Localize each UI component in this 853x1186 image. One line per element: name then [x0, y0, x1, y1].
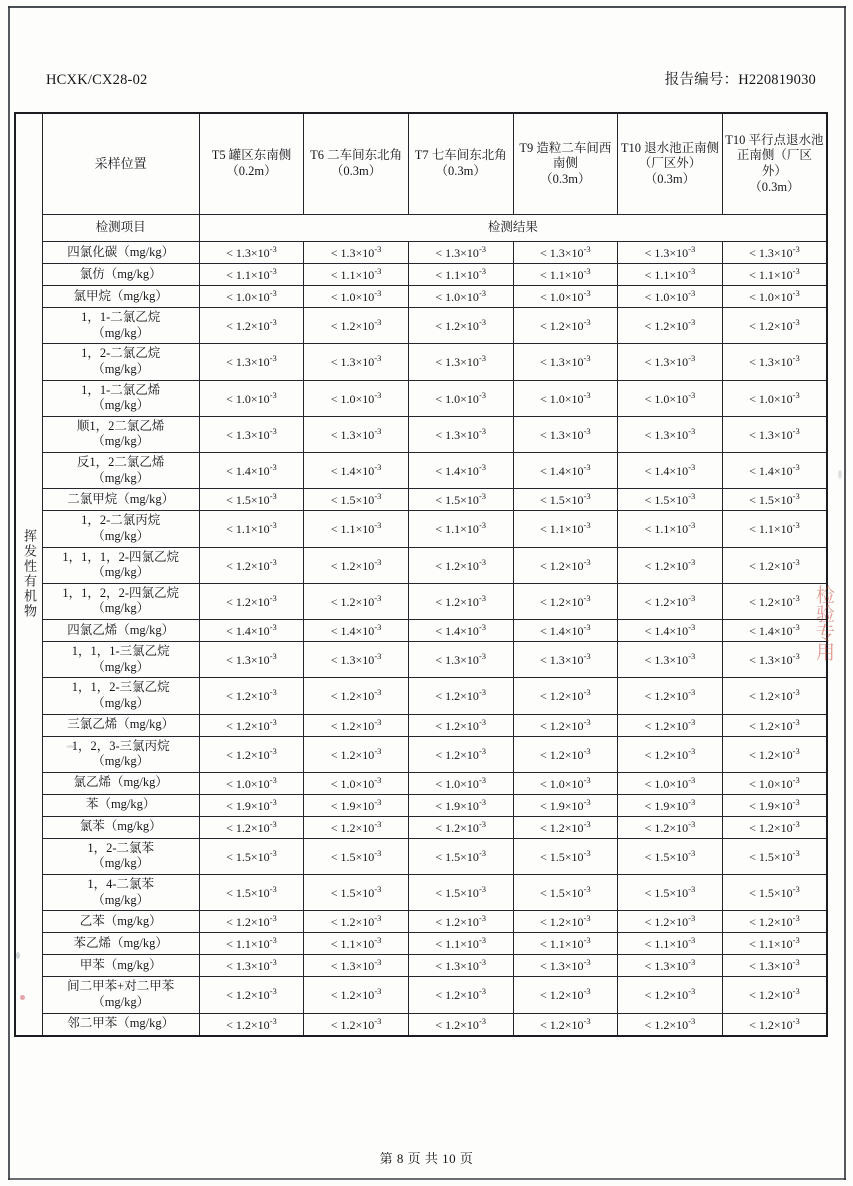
table-row	[15, 714, 827, 736]
group-label-text: 挥发性有机物	[21, 529, 37, 620]
result-cell-r15-c3: < $1.2\times 10^{-3}$	[408, 678, 513, 714]
table-row	[15, 816, 827, 838]
result-cell-r25-c1: < $1.3\times 10^{-3}$	[199, 955, 304, 977]
item-name-cell: 氯乙烯（mg/kg）	[42, 772, 199, 794]
result-cell-r10-c4: < $1.1\times 10^{-3}$	[513, 511, 618, 547]
result-cell-r13-c1: < $1.4\times 10^{-3}$	[199, 620, 304, 642]
item-name-cell: 氯甲烷（mg/kg）	[42, 286, 199, 308]
result-cell-r25-c6: < $1.3\times 10^{-3}$	[722, 955, 827, 977]
result-cell-r25-c4: < $1.3\times 10^{-3}$	[513, 955, 618, 977]
result-cell-r24-c3: < $1.1\times 10^{-3}$	[408, 933, 513, 955]
result-cell-r14-c1: < $1.3\times 10^{-3}$	[199, 642, 304, 678]
result-cell-r17-c3: < $1.2\times 10^{-3}$	[408, 736, 513, 772]
result-cell-r9-c5: < $1.5\times 10^{-3}$	[618, 489, 723, 511]
result-cell-r25-c5: < $1.3\times 10^{-3}$	[618, 955, 723, 977]
result-cell-r17-c2: < $1.2\times 10^{-3}$	[304, 736, 409, 772]
result-cell-r15-c6: < $1.2\times 10^{-3}$	[722, 678, 827, 714]
table-row	[15, 772, 827, 794]
result-cell-r7-c5: < $1.3\times 10^{-3}$	[618, 416, 723, 452]
result-cell-r6-c2: < $1.0\times 10^{-3}$	[304, 380, 409, 416]
result-cell-r6-c1: < $1.0\times 10^{-3}$	[199, 380, 304, 416]
result-cell-r10-c5: < $1.1\times 10^{-3}$	[618, 511, 723, 547]
item-name-cell: 1，4-二氯苯 （mg/kg）	[42, 875, 199, 911]
result-cell-r14-c3: < $1.3\times 10^{-3}$	[408, 642, 513, 678]
result-cell-r14-c5: < $1.3\times 10^{-3}$	[618, 642, 723, 678]
table-subheader-row	[15, 215, 827, 242]
result-cell-r5-c1: < $1.3\times 10^{-3}$	[199, 344, 304, 380]
page-header	[46, 68, 816, 89]
site-header-2: T6 二车间东北角 （0.3m）	[304, 113, 409, 215]
item-name-cell: 1，1，1，2-四氯乙烷 （mg/kg）	[42, 547, 199, 583]
table-row	[15, 933, 827, 955]
table-row	[15, 489, 827, 511]
result-cell-r20-c3: < $1.2\times 10^{-3}$	[408, 816, 513, 838]
result-cell-r6-c3: < $1.0\times 10^{-3}$	[408, 380, 513, 416]
result-cell-r12-c2: < $1.2\times 10^{-3}$	[304, 583, 409, 619]
result-cell-r14-c2: < $1.3\times 10^{-3}$	[304, 642, 409, 678]
result-cell-r26-c2: < $1.2\times 10^{-3}$	[304, 977, 409, 1013]
page-number-text: 第 8 页 共 10 页	[379, 1151, 474, 1166]
result-cell-r17-c5: < $1.2\times 10^{-3}$	[618, 736, 723, 772]
result-cell-r20-c4: < $1.2\times 10^{-3}$	[513, 816, 618, 838]
table-row	[15, 453, 827, 489]
result-cell-r11-c2: < $1.2\times 10^{-3}$	[304, 547, 409, 583]
result-cell-r3-c5: < $1.0\times 10^{-3}$	[618, 286, 723, 308]
table-row	[15, 286, 827, 308]
result-cell-r7-c3: < $1.3\times 10^{-3}$	[408, 416, 513, 452]
item-name-cell: 1，1-二氯乙烷 （mg/kg）	[42, 308, 199, 344]
result-cell-r21-c4: < $1.5\times 10^{-3}$	[513, 838, 618, 874]
page-border-left	[8, 6, 10, 1180]
result-cell-r2-c2: < $1.1\times 10^{-3}$	[304, 264, 409, 286]
report-number: 报告编号：H220819030	[664, 72, 816, 88]
result-cell-r12-c5: < $1.2\times 10^{-3}$	[618, 583, 723, 619]
result-cell-r22-c6: < $1.5\times 10^{-3}$	[722, 875, 827, 911]
item-name-cell: 1，2-二氯苯 （mg/kg）	[42, 838, 199, 874]
table-row	[15, 1013, 827, 1036]
table-row	[15, 547, 827, 583]
table-row	[15, 380, 827, 416]
item-name-cell: 1，1，2-三氯乙烷 （mg/kg）	[42, 678, 199, 714]
table-row	[15, 838, 827, 874]
item-column-header: 检测项目	[42, 215, 199, 242]
result-cell-r16-c1: < $1.2\times 10^{-3}$	[199, 714, 304, 736]
result-cell-r19-c5: < $1.9\times 10^{-3}$	[618, 794, 723, 816]
table-row	[15, 264, 827, 286]
result-cell-r2-c1: < $1.1\times 10^{-3}$	[199, 264, 304, 286]
result-cell-r23-c4: < $1.2\times 10^{-3}$	[513, 911, 618, 933]
scan-artifact	[20, 995, 25, 1000]
result-cell-r6-c6: < $1.0\times 10^{-3}$	[722, 380, 827, 416]
result-cell-r18-c5: < $1.0\times 10^{-3}$	[618, 772, 723, 794]
result-cell-r20-c5: < $1.2\times 10^{-3}$	[618, 816, 723, 838]
result-cell-r1-c1: < $1.3\times 10^{-3}$	[199, 242, 304, 264]
result-cell-r15-c5: < $1.2\times 10^{-3}$	[618, 678, 723, 714]
result-cell-r25-c3: < $1.3\times 10^{-3}$	[408, 955, 513, 977]
result-cell-r24-c5: < $1.1\times 10^{-3}$	[618, 933, 723, 955]
result-cell-r16-c4: < $1.2\times 10^{-3}$	[513, 714, 618, 736]
item-name-cell: 三氯乙烯（mg/kg）	[42, 714, 199, 736]
result-cell-r24-c2: < $1.1\times 10^{-3}$	[304, 933, 409, 955]
result-cell-r22-c5: < $1.5\times 10^{-3}$	[618, 875, 723, 911]
result-cell-r19-c3: < $1.9\times 10^{-3}$	[408, 794, 513, 816]
result-cell-r8-c3: < $1.4\times 10^{-3}$	[408, 453, 513, 489]
result-cell-r3-c2: < $1.0\times 10^{-3}$	[304, 286, 409, 308]
result-cell-r9-c3: < $1.5\times 10^{-3}$	[408, 489, 513, 511]
result-cell-r11-c1: < $1.2\times 10^{-3}$	[199, 547, 304, 583]
result-column-header: 检测结果	[199, 215, 827, 242]
table-row	[15, 242, 827, 264]
result-cell-r27-c5: < $1.2\times 10^{-3}$	[618, 1013, 723, 1036]
table-row	[15, 308, 827, 344]
result-cell-r7-c2: < $1.3\times 10^{-3}$	[304, 416, 409, 452]
page-footer	[0, 1148, 853, 1167]
result-cell-r27-c6: < $1.2\times 10^{-3}$	[722, 1013, 827, 1036]
scan-artifact	[16, 952, 20, 959]
result-cell-r11-c5: < $1.2\times 10^{-3}$	[618, 547, 723, 583]
result-cell-r21-c1: < $1.5\times 10^{-3}$	[199, 838, 304, 874]
result-cell-r3-c3: < $1.0\times 10^{-3}$	[408, 286, 513, 308]
result-cell-r24-c4: < $1.1\times 10^{-3}$	[513, 933, 618, 955]
result-cell-r8-c1: < $1.4\times 10^{-3}$	[199, 453, 304, 489]
item-name-cell: 四氯乙烯（mg/kg）	[42, 620, 199, 642]
scan-artifact	[838, 470, 842, 479]
table-row	[15, 911, 827, 933]
result-cell-r22-c2: < $1.5\times 10^{-3}$	[304, 875, 409, 911]
item-name-cell: 乙苯（mg/kg）	[42, 911, 199, 933]
table-row	[15, 678, 827, 714]
site-header-6: T10 平行点退水池正南侧（厂区外） （0.3m）	[722, 113, 827, 215]
result-cell-r16-c3: < $1.2\times 10^{-3}$	[408, 714, 513, 736]
item-name-cell: 四氯化碳（mg/kg）	[42, 242, 199, 264]
result-cell-r12-c3: < $1.2\times 10^{-3}$	[408, 583, 513, 619]
result-cell-r23-c2: < $1.2\times 10^{-3}$	[304, 911, 409, 933]
result-cell-r24-c6: < $1.1\times 10^{-3}$	[722, 933, 827, 955]
result-cell-r22-c4: < $1.5\times 10^{-3}$	[513, 875, 618, 911]
table-row	[15, 955, 827, 977]
result-cell-r1-c3: < $1.3\times 10^{-3}$	[408, 242, 513, 264]
result-cell-r11-c6: < $1.2\times 10^{-3}$	[722, 547, 827, 583]
item-name-cell: 顺1，2二氯乙烯 （mg/kg）	[42, 416, 199, 452]
result-cell-r26-c3: < $1.2\times 10^{-3}$	[408, 977, 513, 1013]
result-cell-r23-c3: < $1.2\times 10^{-3}$	[408, 911, 513, 933]
result-cell-r11-c3: < $1.2\times 10^{-3}$	[408, 547, 513, 583]
result-cell-r4-c3: < $1.2\times 10^{-3}$	[408, 308, 513, 344]
result-cell-r19-c2: < $1.9\times 10^{-3}$	[304, 794, 409, 816]
result-cell-r23-c6: < $1.2\times 10^{-3}$	[722, 911, 827, 933]
result-cell-r13-c4: < $1.4\times 10^{-3}$	[513, 620, 618, 642]
result-cell-r25-c2: < $1.3\times 10^{-3}$	[304, 955, 409, 977]
result-cell-r3-c1: < $1.0\times 10^{-3}$	[199, 286, 304, 308]
result-cell-r15-c2: < $1.2\times 10^{-3}$	[304, 678, 409, 714]
table-row	[15, 620, 827, 642]
result-cell-r15-c4: < $1.2\times 10^{-3}$	[513, 678, 618, 714]
result-cell-r21-c5: < $1.5\times 10^{-3}$	[618, 838, 723, 874]
result-cell-r12-c6: < $1.2\times 10^{-3}$	[722, 583, 827, 619]
table-header-row	[15, 113, 827, 215]
result-cell-r20-c1: < $1.2\times 10^{-3}$	[199, 816, 304, 838]
result-cell-r14-c6: < $1.3\times 10^{-3}$	[722, 642, 827, 678]
result-cell-r24-c1: < $1.1\times 10^{-3}$	[199, 933, 304, 955]
result-cell-r19-c4: < $1.9\times 10^{-3}$	[513, 794, 618, 816]
result-cell-r5-c5: < $1.3\times 10^{-3}$	[618, 344, 723, 380]
result-cell-r4-c4: < $1.2\times 10^{-3}$	[513, 308, 618, 344]
result-cell-r23-c5: < $1.2\times 10^{-3}$	[618, 911, 723, 933]
site-header-3: T7 七车间东北角 （0.3m）	[408, 113, 513, 215]
result-cell-r18-c3: < $1.0\times 10^{-3}$	[408, 772, 513, 794]
result-cell-r17-c6: < $1.2\times 10^{-3}$	[722, 736, 827, 772]
result-cell-r3-c4: < $1.0\times 10^{-3}$	[513, 286, 618, 308]
scan-artifact	[66, 745, 76, 748]
result-cell-r4-c6: < $1.2\times 10^{-3}$	[722, 308, 827, 344]
result-cell-r1-c2: < $1.3\times 10^{-3}$	[304, 242, 409, 264]
result-cell-r3-c6: < $1.0\times 10^{-3}$	[722, 286, 827, 308]
result-cell-r6-c5: < $1.0\times 10^{-3}$	[618, 380, 723, 416]
document-code: HCXK/CX28-02	[46, 72, 148, 88]
item-name-cell: 1，2，3-三氯丙烷 （mg/kg）	[42, 736, 199, 772]
item-name-cell: 1，2-二氯丙烷 （mg/kg）	[42, 511, 199, 547]
item-name-cell: 甲苯（mg/kg）	[42, 955, 199, 977]
result-cell-r15-c1: < $1.2\times 10^{-3}$	[199, 678, 304, 714]
result-cell-r9-c6: < $1.5\times 10^{-3}$	[722, 489, 827, 511]
result-cell-r10-c1: < $1.1\times 10^{-3}$	[199, 511, 304, 547]
group-label-cell	[15, 113, 42, 1036]
table-row	[15, 511, 827, 547]
page-border-bottom	[8, 1178, 846, 1180]
result-cell-r9-c1: < $1.5\times 10^{-3}$	[199, 489, 304, 511]
result-cell-r16-c6: < $1.2\times 10^{-3}$	[722, 714, 827, 736]
item-name-cell: 间二甲苯+对二甲苯 （mg/kg）	[42, 977, 199, 1013]
site-header-1: T5 罐区东南侧 （0.2m）	[199, 113, 304, 215]
item-name-cell: 氯仿（mg/kg）	[42, 264, 199, 286]
item-name-cell: 反1，2二氯乙烯 （mg/kg）	[42, 453, 199, 489]
results-table	[14, 112, 828, 1037]
result-cell-r7-c6: < $1.3\times 10^{-3}$	[722, 416, 827, 452]
result-cell-r26-c5: < $1.2\times 10^{-3}$	[618, 977, 723, 1013]
result-cell-r27-c2: < $1.2\times 10^{-3}$	[304, 1013, 409, 1036]
result-cell-r13-c5: < $1.4\times 10^{-3}$	[618, 620, 723, 642]
result-cell-r2-c4: < $1.1\times 10^{-3}$	[513, 264, 618, 286]
result-cell-r1-c6: < $1.3\times 10^{-3}$	[722, 242, 827, 264]
result-cell-r9-c2: < $1.5\times 10^{-3}$	[304, 489, 409, 511]
result-cell-r17-c4: < $1.2\times 10^{-3}$	[513, 736, 618, 772]
result-cell-r20-c2: < $1.2\times 10^{-3}$	[304, 816, 409, 838]
result-cell-r21-c6: < $1.5\times 10^{-3}$	[722, 838, 827, 874]
result-cell-r2-c3: < $1.1\times 10^{-3}$	[408, 264, 513, 286]
table-row	[15, 875, 827, 911]
result-cell-r9-c4: < $1.5\times 10^{-3}$	[513, 489, 618, 511]
seal-stamp-fragment: 检验专用	[813, 585, 834, 661]
result-cell-r11-c4: < $1.2\times 10^{-3}$	[513, 547, 618, 583]
result-cell-r7-c1: < $1.3\times 10^{-3}$	[199, 416, 304, 452]
result-cell-r13-c3: < $1.4\times 10^{-3}$	[408, 620, 513, 642]
result-cell-r10-c2: < $1.1\times 10^{-3}$	[304, 511, 409, 547]
result-cell-r5-c4: < $1.3\times 10^{-3}$	[513, 344, 618, 380]
result-cell-r8-c6: < $1.4\times 10^{-3}$	[722, 453, 827, 489]
item-name-cell: 1，1，2，2-四氯乙烷 （mg/kg）	[42, 583, 199, 619]
result-cell-r6-c4: < $1.0\times 10^{-3}$	[513, 380, 618, 416]
result-cell-r19-c6: < $1.9\times 10^{-3}$	[722, 794, 827, 816]
result-cell-r16-c5: < $1.2\times 10^{-3}$	[618, 714, 723, 736]
result-cell-r26-c4: < $1.2\times 10^{-3}$	[513, 977, 618, 1013]
result-cell-r5-c3: < $1.3\times 10^{-3}$	[408, 344, 513, 380]
item-name-cell: 苯（mg/kg）	[42, 794, 199, 816]
item-name-cell: 苯乙烯（mg/kg）	[42, 933, 199, 955]
result-cell-r27-c3: < $1.2\times 10^{-3}$	[408, 1013, 513, 1036]
result-cell-r26-c1: < $1.2\times 10^{-3}$	[199, 977, 304, 1013]
item-name-cell: 二氯甲烷（mg/kg）	[42, 489, 199, 511]
result-cell-r18-c6: < $1.0\times 10^{-3}$	[722, 772, 827, 794]
result-cell-r12-c1: < $1.2\times 10^{-3}$	[199, 583, 304, 619]
result-cell-r10-c3: < $1.1\times 10^{-3}$	[408, 511, 513, 547]
result-cell-r16-c2: < $1.2\times 10^{-3}$	[304, 714, 409, 736]
result-cell-r21-c2: < $1.5\times 10^{-3}$	[304, 838, 409, 874]
result-cell-r14-c4: < $1.3\times 10^{-3}$	[513, 642, 618, 678]
result-cell-r22-c3: < $1.5\times 10^{-3}$	[408, 875, 513, 911]
result-cell-r26-c6: < $1.2\times 10^{-3}$	[722, 977, 827, 1013]
result-cell-r18-c4: < $1.0\times 10^{-3}$	[513, 772, 618, 794]
result-cell-r7-c4: < $1.3\times 10^{-3}$	[513, 416, 618, 452]
item-name-cell: 邻二甲苯（mg/kg）	[42, 1013, 199, 1036]
result-cell-r18-c2: < $1.0\times 10^{-3}$	[304, 772, 409, 794]
result-cell-r4-c1: < $1.2\times 10^{-3}$	[199, 308, 304, 344]
result-cell-r27-c1: < $1.2\times 10^{-3}$	[199, 1013, 304, 1036]
result-cell-r10-c6: < $1.1\times 10^{-3}$	[722, 511, 827, 547]
item-name-cell: 1，1，1-三氯乙烷 （mg/kg）	[42, 642, 199, 678]
table-row	[15, 344, 827, 380]
result-cell-r2-c5: < $1.1\times 10^{-3}$	[618, 264, 723, 286]
result-cell-r13-c2: < $1.4\times 10^{-3}$	[304, 620, 409, 642]
item-name-cell: 1，1-二氯乙烯 （mg/kg）	[42, 380, 199, 416]
item-name-cell: 氯苯（mg/kg）	[42, 816, 199, 838]
result-cell-r19-c1: < $1.9\times 10^{-3}$	[199, 794, 304, 816]
result-cell-r17-c1: < $1.2\times 10^{-3}$	[199, 736, 304, 772]
site-header-4: T9 造粒二车间西南侧 （0.3m）	[513, 113, 618, 215]
result-cell-r21-c3: < $1.5\times 10^{-3}$	[408, 838, 513, 874]
table-row	[15, 416, 827, 452]
item-name-cell: 1，2-二氯乙烷 （mg/kg）	[42, 344, 199, 380]
table-row	[15, 642, 827, 678]
result-cell-r12-c4: < $1.2\times 10^{-3}$	[513, 583, 618, 619]
page-border-top	[8, 6, 846, 8]
table-row	[15, 794, 827, 816]
result-cell-r5-c6: < $1.3\times 10^{-3}$	[722, 344, 827, 380]
result-cell-r23-c1: < $1.2\times 10^{-3}$	[199, 911, 304, 933]
result-cell-r18-c1: < $1.0\times 10^{-3}$	[199, 772, 304, 794]
table-row	[15, 977, 827, 1013]
result-cell-r4-c5: < $1.2\times 10^{-3}$	[618, 308, 723, 344]
result-cell-r1-c4: < $1.3\times 10^{-3}$	[513, 242, 618, 264]
result-cell-r2-c6: < $1.1\times 10^{-3}$	[722, 264, 827, 286]
page-border-right	[844, 6, 846, 1180]
result-cell-r27-c4: < $1.2\times 10^{-3}$	[513, 1013, 618, 1036]
sampling-location-header: 采样位置	[42, 113, 199, 215]
result-cell-r13-c6: < $1.4\times 10^{-3}$	[722, 620, 827, 642]
site-header-5: T10 退水池正南侧（厂区外） （0.3m）	[618, 113, 723, 215]
result-cell-r22-c1: < $1.5\times 10^{-3}$	[199, 875, 304, 911]
result-cell-r8-c2: < $1.4\times 10^{-3}$	[304, 453, 409, 489]
result-cell-r20-c6: < $1.2\times 10^{-3}$	[722, 816, 827, 838]
table-row	[15, 583, 827, 619]
result-cell-r5-c2: < $1.3\times 10^{-3}$	[304, 344, 409, 380]
result-cell-r8-c5: < $1.4\times 10^{-3}$	[618, 453, 723, 489]
result-cell-r8-c4: < $1.4\times 10^{-3}$	[513, 453, 618, 489]
table-row	[15, 736, 827, 772]
result-cell-r1-c5: < $1.3\times 10^{-3}$	[618, 242, 723, 264]
result-cell-r4-c2: < $1.2\times 10^{-3}$	[304, 308, 409, 344]
